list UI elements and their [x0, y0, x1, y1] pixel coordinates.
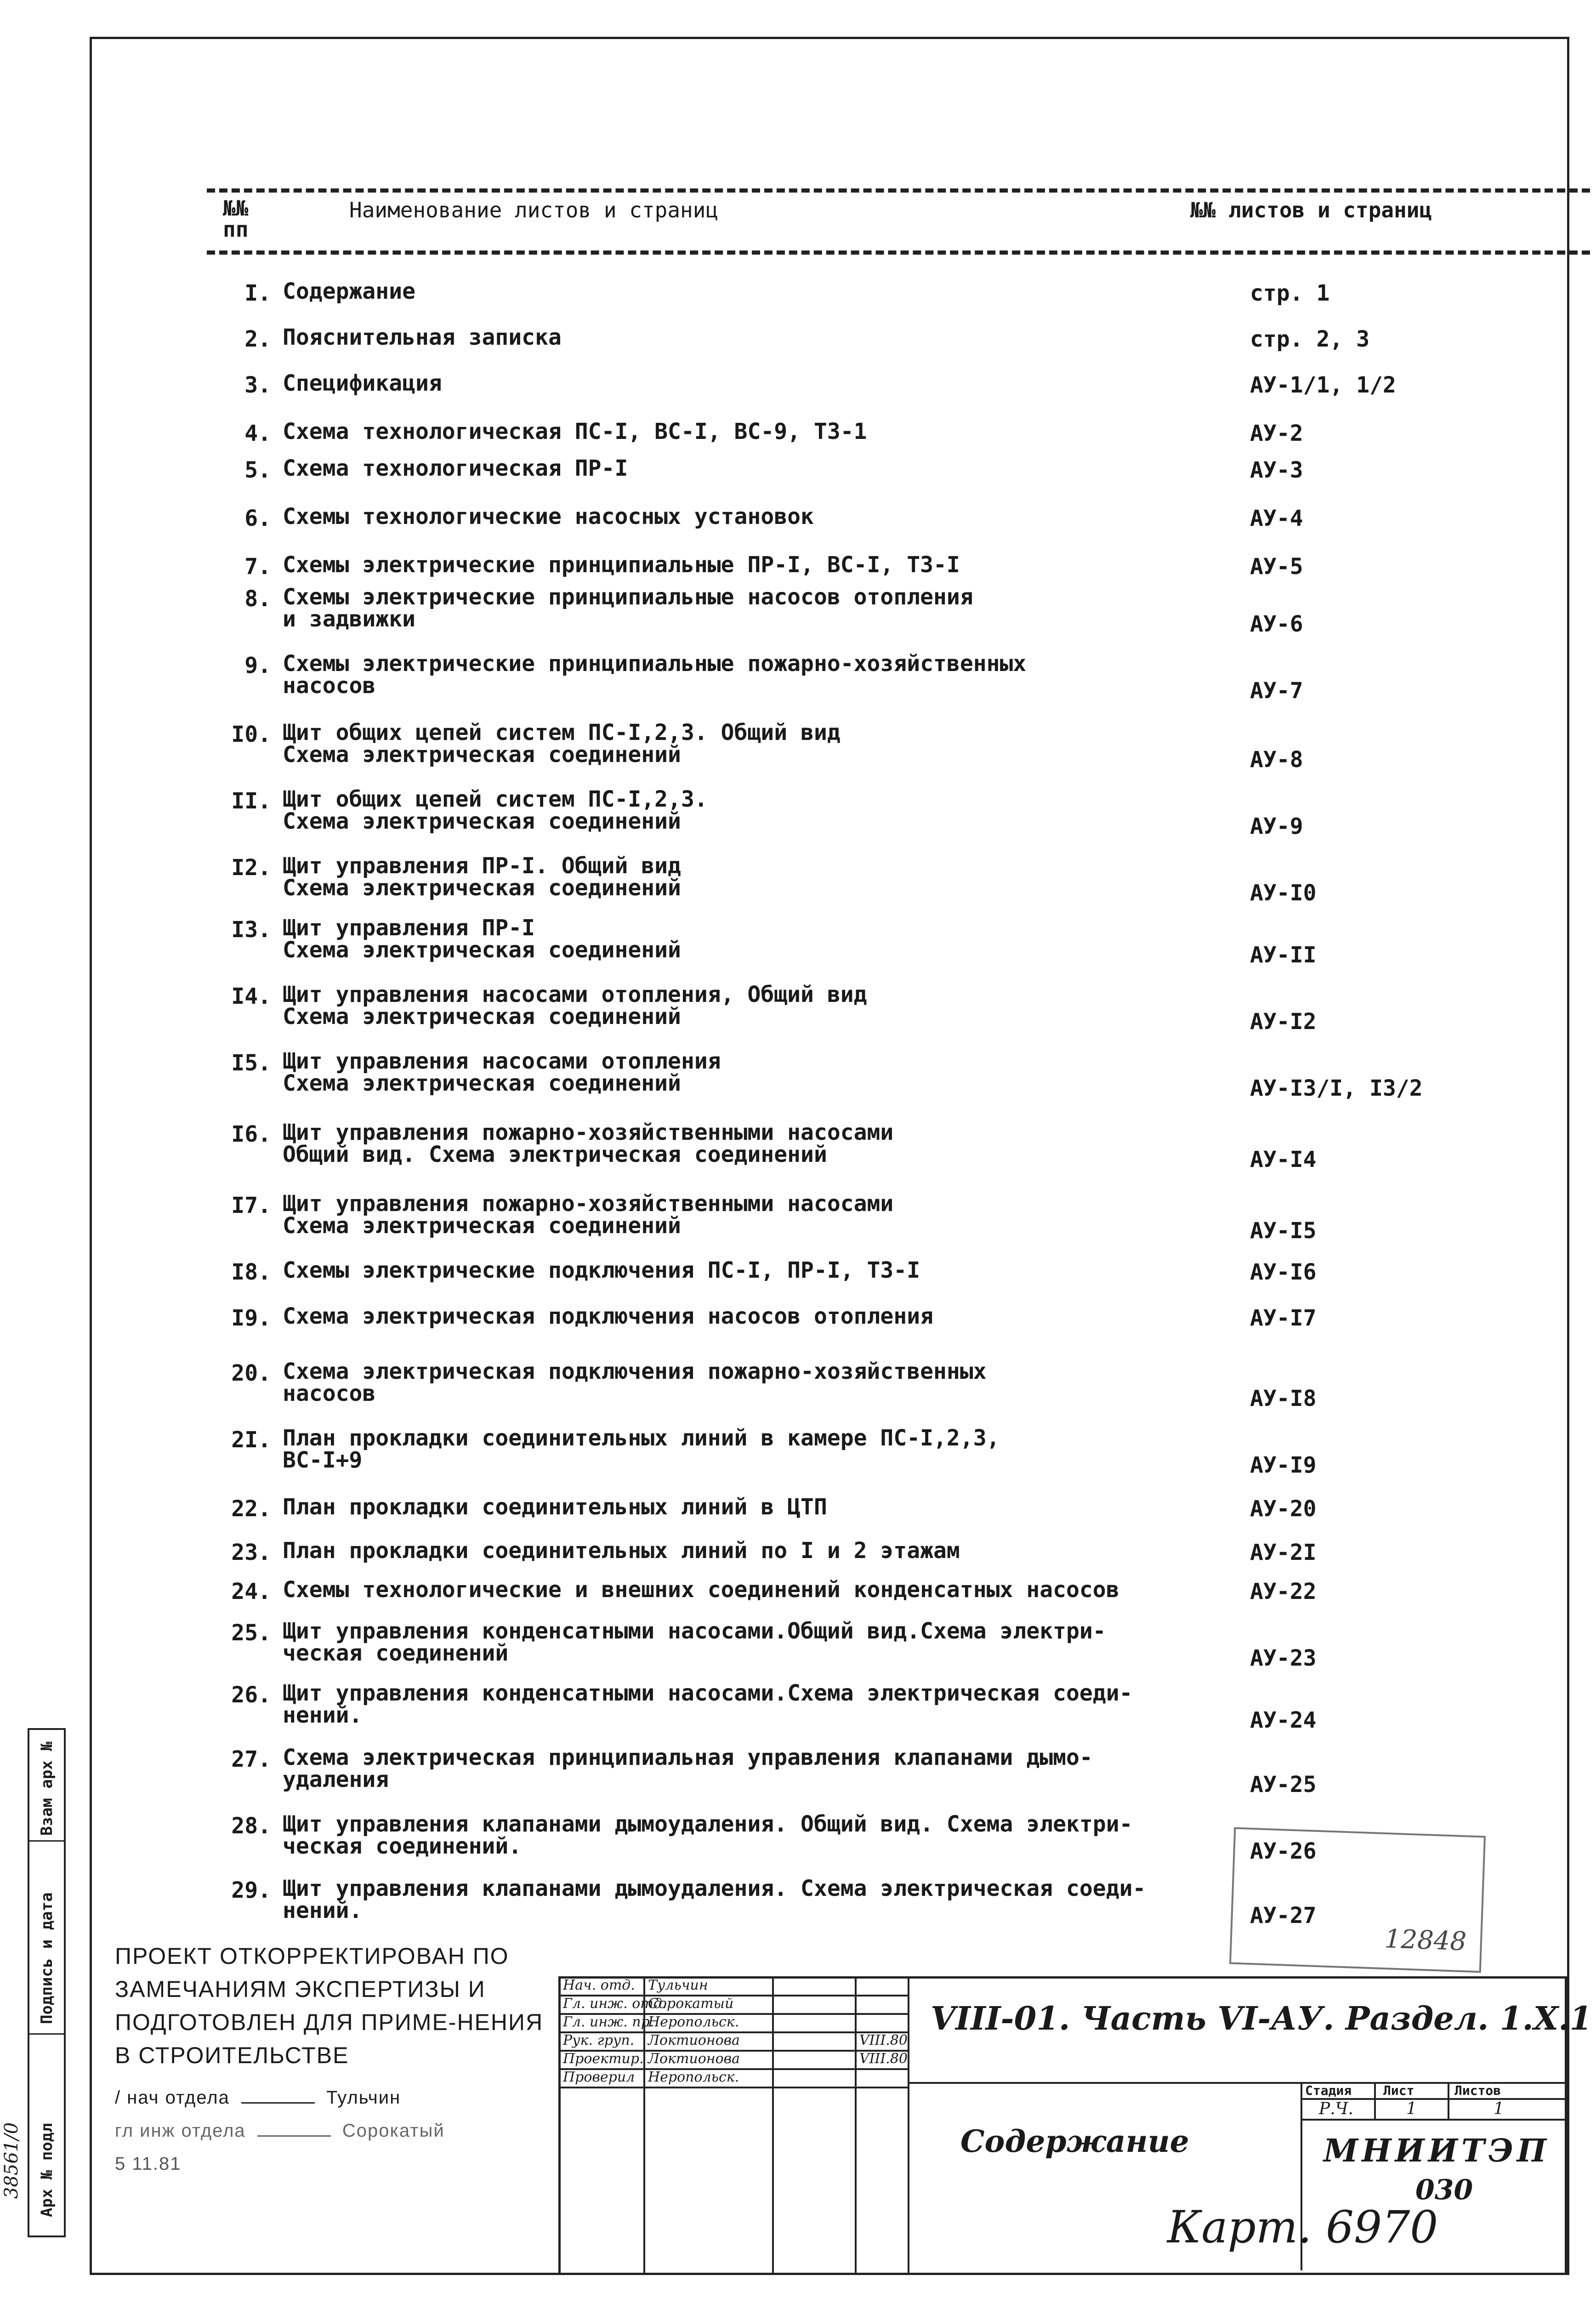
row-title: Щит общих цепей систем ПС-I,2,3. Общий вид Схема электрическая соединений	[283, 720, 841, 768]
row-number: I2.	[231, 855, 271, 881]
signature-line-1: / нач отдела Тульчин	[115, 2088, 401, 2108]
row-sheet-ref: АУ-I2	[1250, 1009, 1317, 1035]
sheets-label: Листов	[1454, 2083, 1501, 2098]
row-sheet-ref: АУ-2	[1250, 421, 1303, 446]
correction-note: ПРОЕКТ ОТКОРРЕКТИРОВАН ПО ЗАМЕЧАНИЯМ ЭКСПЕРТИЗЫ И ПОДГОТОВЛЕН ДЛЯ ПРИМЕ-НЕНИЯ В СТРОИТЕЛЬСТВЕ / нач отдела Тульчин гл инж отдела Сорокатый 5 11.81	[115, 1940, 556, 2180]
archive-stamp	[1229, 1827, 1486, 1973]
row-number: 28.	[231, 1813, 271, 1839]
row-sheet-ref: АУ-I3/I, I3/2	[1250, 1075, 1423, 1101]
row-sheet-ref: АУ-26	[1250, 1838, 1317, 1864]
table-row	[207, 1682, 1562, 1751]
row-title: Щит управления насосами отопления, Общий вид Схема электрическая соединений	[283, 982, 867, 1030]
stage-value: Р.Ч.	[1319, 2099, 1353, 2118]
row-title: Схемы электрические подключения ПС-I, ПР-I, ТЗ-I	[283, 1257, 920, 1283]
row-number: 8.	[244, 586, 271, 612]
table-row	[207, 1746, 1562, 1815]
signature-name: Неропольск.	[648, 2014, 739, 2030]
row-title: Схемы технологические и внешних соединений конденсатных насосов	[283, 1577, 1119, 1603]
row-sheet-ref: АУ-6	[1250, 611, 1303, 637]
row-number: 2I.	[231, 1427, 271, 1453]
row-sheet-ref: АУ-9	[1250, 813, 1303, 839]
row-sheet-ref: АУ-I4	[1250, 1147, 1317, 1172]
row-number: I8.	[231, 1259, 271, 1285]
row-title: Схемы электрические принципиальные ПР-I, ВС-I, ТЗ-I	[283, 552, 960, 578]
table-row	[207, 788, 1562, 857]
row-sheet-ref: АУ-20	[1250, 1496, 1317, 1522]
row-sheet-ref: АУ-23	[1250, 1645, 1317, 1671]
row-number: 3.	[244, 372, 271, 398]
signature-role: Нач. отд.	[563, 1977, 635, 1993]
organization-code: 030	[1415, 2174, 1473, 2206]
table-row	[207, 586, 1562, 655]
row-sheet-ref: АУ-4	[1250, 506, 1303, 531]
row-number: 23.	[231, 1540, 271, 1565]
row-title: Щит управления конденсатными насосами.Схема электрическая соеди- нений.	[283, 1680, 1133, 1728]
header-bottom-rule	[207, 250, 1590, 255]
row-title: План прокладки соединительных линий в камере ПС-I,2,3, ВС-I+9	[283, 1425, 1000, 1473]
row-title: Щит управления пожарно-хозяйственными насосами Общий вид. Схема электрическая соединений	[283, 1120, 894, 1167]
row-sheet-ref: АУ-I7	[1250, 1305, 1317, 1331]
row-number: 9.	[244, 653, 271, 678]
table-row	[207, 1050, 1562, 1119]
row-title: Схема технологическая ПР-I	[283, 455, 628, 481]
row-sheet-ref: стр. 2, 3	[1250, 326, 1370, 352]
row-number: 27.	[231, 1746, 271, 1772]
row-number: 5.	[244, 457, 271, 483]
row-sheet-ref: АУ-3	[1250, 457, 1303, 483]
row-title: План прокладки соединительных линий по I и 2 этажам	[283, 1538, 960, 1564]
signature-date: VIII.80	[859, 2051, 908, 2067]
signature-name: Локтионова	[648, 2032, 740, 2048]
row-number: I.	[244, 280, 271, 306]
row-number: 25.	[231, 1620, 271, 1646]
row-number: II.	[231, 788, 271, 814]
row-title: Щит управления конденсатными насосами.Общий вид.Схема электри- ческая соединений	[283, 1618, 1106, 1666]
table-row	[207, 722, 1562, 791]
row-number: I5.	[231, 1050, 271, 1076]
row-number: 26.	[231, 1682, 271, 1708]
row-number: I6.	[231, 1121, 271, 1147]
side-sign-label: Подпись и дата	[38, 1892, 56, 2024]
row-sheet-ref: АУ-27	[1250, 1903, 1317, 1928]
row-sheet-ref: АУ-I9	[1250, 1452, 1317, 1478]
row-sheet-ref: АУ-7	[1250, 678, 1303, 704]
stage-label: Стадия	[1305, 2083, 1352, 2098]
row-sheet-ref: стр. 1	[1250, 280, 1330, 306]
row-number: 20.	[231, 1360, 271, 1386]
signature-name: Неропольск.	[648, 2069, 739, 2085]
row-title: Щит управления ПР-I Схема электрическая соединений	[283, 915, 681, 963]
signature-role: Гл. инж. пр.	[563, 2014, 654, 2030]
table-row	[207, 917, 1562, 986]
row-title: Щит управления насосами отопления Схема электрическая соединений	[283, 1048, 721, 1096]
row-title: Щит управления ПР-I. Общий вид Схема электрическая соединений	[283, 853, 681, 901]
row-number: 29.	[231, 1877, 271, 1903]
row-number: 6.	[244, 506, 271, 531]
row-sheet-ref: АУ-I5	[1250, 1218, 1317, 1244]
row-sheet-ref: АУ-24	[1250, 1707, 1317, 1733]
sheets-value: 1	[1494, 2099, 1504, 2118]
signature-role: Гл. инж. отд.	[563, 1996, 667, 2012]
side-inv-value: 38561/0	[1, 2122, 22, 2199]
signature-role: Рук. груп.	[563, 2032, 635, 2048]
row-title: Схемы электрические принципиальные насосов отопления и задвижки	[283, 584, 973, 632]
stamp-number: 12848	[1384, 1924, 1467, 1957]
row-title: Щит управления пожарно-хозяйственными насосами Схема электрическая соединений	[283, 1191, 894, 1239]
row-number: I7.	[231, 1193, 271, 1218]
row-title: Схема электрическая принципиальная управления клапанами дымо- удаления	[283, 1745, 1093, 1792]
row-title: Пояснительная записка	[283, 324, 562, 350]
row-title: Щит управления клапанами дымоудаления. Схема электрическая соеди- нений.	[283, 1876, 1146, 1923]
side-inv-label: Арх № подл	[38, 2123, 56, 2217]
row-title: Схема электрическая подключения пожарно-хозяйственных насосов	[283, 1359, 987, 1406]
document-title: Содержание	[960, 2123, 1189, 2159]
table-row	[207, 855, 1562, 924]
table-row	[207, 1360, 1562, 1429]
table-row	[207, 653, 1562, 722]
row-number: 7.	[244, 554, 271, 580]
row-title: План прокладки соединительных линий в ЦТП	[283, 1494, 827, 1520]
row-title: Схема технологическая ПС-I, ВС-I, ВС-9, ТЗ-1	[283, 419, 867, 444]
row-sheet-ref: АУ-I8	[1250, 1386, 1317, 1411]
row-number: 2.	[244, 326, 271, 352]
row-number: I4.	[231, 984, 271, 1009]
row-number: 24.	[231, 1579, 271, 1604]
row-sheet-ref: АУ-25	[1250, 1772, 1317, 1797]
row-number: 4.	[244, 421, 271, 446]
sheet-label: Лист	[1383, 2083, 1414, 2098]
row-title: Спецификация	[283, 370, 442, 396]
row-sheet-ref: АУ-1/1, 1/2	[1250, 372, 1396, 398]
header-top-rule	[207, 188, 1590, 193]
row-sheet-ref: АУ-II	[1250, 942, 1317, 968]
row-sheet-ref: АУ-8	[1250, 747, 1303, 773]
row-number: 22.	[231, 1496, 271, 1522]
project-code: VIII-01. Часть VI-АУ. Раздел. 1.Х.1	[931, 1999, 1592, 2037]
side-replace-label: Взам арх №	[38, 1741, 56, 1836]
row-title: Содержание	[283, 279, 415, 304]
table-row	[207, 984, 1562, 1052]
row-sheet-ref: АУ-5	[1250, 554, 1303, 580]
signature-name: Тульчин	[648, 1977, 708, 1993]
table-row	[207, 1193, 1562, 1262]
row-sheet-ref: АУ-I0	[1250, 880, 1317, 906]
row-sheet-ref: АУ-I6	[1250, 1259, 1317, 1285]
sheet-value: 1	[1406, 2099, 1417, 2118]
signature-line-2: гл инж отдела Сорокатый	[115, 2121, 445, 2141]
row-title: Схемы технологические насосных установок	[283, 504, 814, 529]
margin-stamp	[1, 1728, 66, 2237]
header-name-label: Наименование листов и страниц	[349, 198, 719, 222]
signature-date: VIII.80	[859, 2032, 908, 2048]
signature-name: Сорокатый	[648, 1996, 734, 2012]
row-number: I9.	[231, 1305, 271, 1331]
row-number: I3.	[231, 917, 271, 943]
organization-name: МНИИТЭП	[1323, 2133, 1550, 2169]
signature-role: Проверил	[563, 2069, 635, 2085]
row-sheet-ref: АУ-2I	[1250, 1540, 1317, 1565]
row-title: Щит управления клапанами дымоудаления. Общий вид. Схема электри- ческая соединений.	[283, 1811, 1133, 1859]
row-number: I0.	[231, 722, 271, 747]
signature-role: Проектир.	[563, 2051, 644, 2067]
row-title: Схемы электрические принципиальные пожарно-хозяйственных насосов	[283, 651, 1027, 699]
table-row	[207, 1121, 1562, 1190]
header-num-label: №№ пп	[223, 196, 249, 242]
table-row	[207, 1427, 1562, 1496]
archive-card-number: Карт. 6970	[1167, 2201, 1438, 2253]
row-title: Схема электрическая подключения насосов отопления	[283, 1303, 934, 1329]
row-sheet-ref: АУ-22	[1250, 1579, 1317, 1604]
table-row	[207, 1620, 1562, 1689]
header-sheets-label: №№ листов и страниц	[1190, 198, 1432, 222]
signature-name: Локтионова	[648, 2051, 740, 2067]
row-title: Щит общих цепей систем ПС-I,2,3. Схема электрическая соединений	[283, 786, 708, 834]
